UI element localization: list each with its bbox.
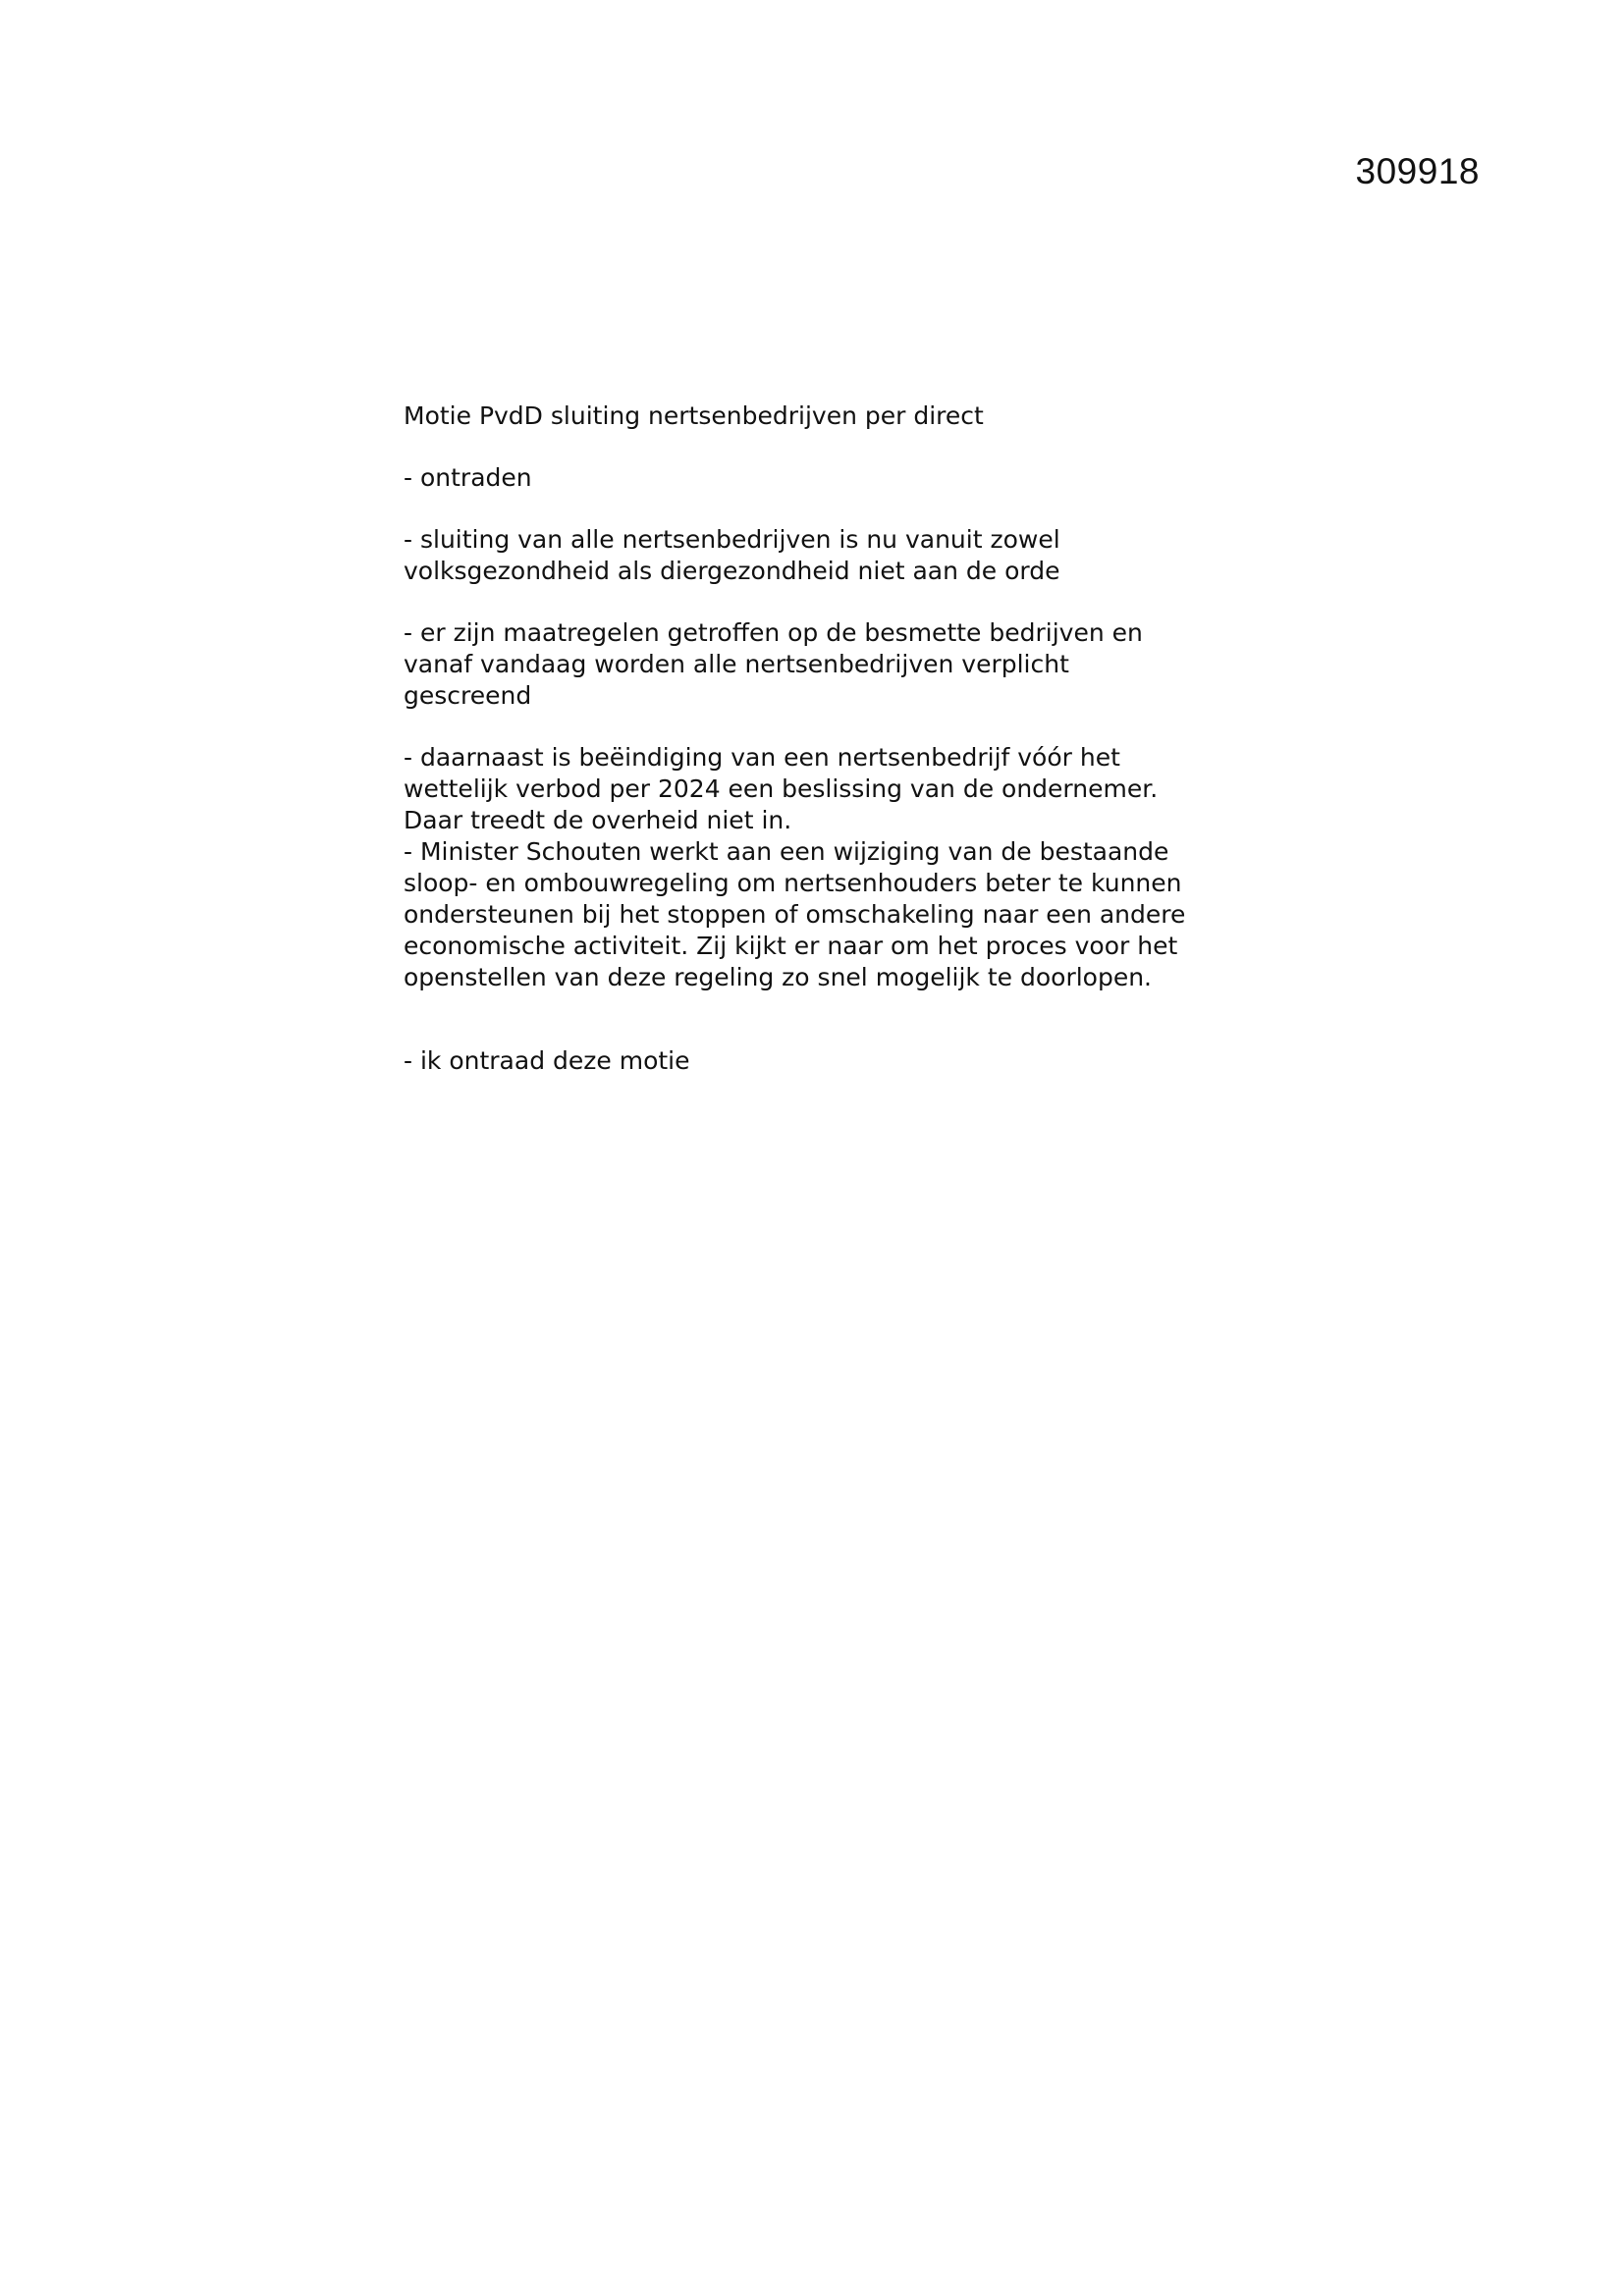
advice-line: - ontraden <box>404 463 532 492</box>
point-measures: - er zijn maatregelen getroffen op de besmette bedrijven en vanaf vandaag worden alle nertsenbedrijven verplicht gescreend <box>404 618 1143 710</box>
spacer <box>404 993 1248 1045</box>
spacer <box>404 494 1248 524</box>
spacer <box>404 587 1248 617</box>
point-closure: - sluiting van alle nertsenbedrijven is nu vanuit zowel volksgezondheid als diergezondheid niet aan de orde <box>404 525 1060 585</box>
point-termination: - daarnaast is beëindiging van een nertsenbedrijf vóór het wettelijk verbod per 2024 een beslissing van de ondernemer. Daar treedt de overheid niet in. <box>404 743 1159 834</box>
motion-title: Motie PvdD sluiting nertsenbedrijven per direct <box>404 401 984 430</box>
document-number: 309918 <box>1355 151 1480 191</box>
spacer <box>404 432 1248 462</box>
conclusion-line: - ik ontraad deze motie <box>404 1046 690 1075</box>
spacer <box>404 712 1248 742</box>
document-body <box>404 400 1248 1077</box>
point-minister-scheme: - Minister Schouten werkt aan een wijziging van de bestaande sloop- en ombouwregeling om nertsenhouders beter te kunnen ondersteunen bij het stoppen of omschakeling naar een andere economische activiteit. Zij kijkt er naar om het proces voor het openstellen van deze regeling zo snel mogelijk te doorlopen. <box>404 837 1186 991</box>
